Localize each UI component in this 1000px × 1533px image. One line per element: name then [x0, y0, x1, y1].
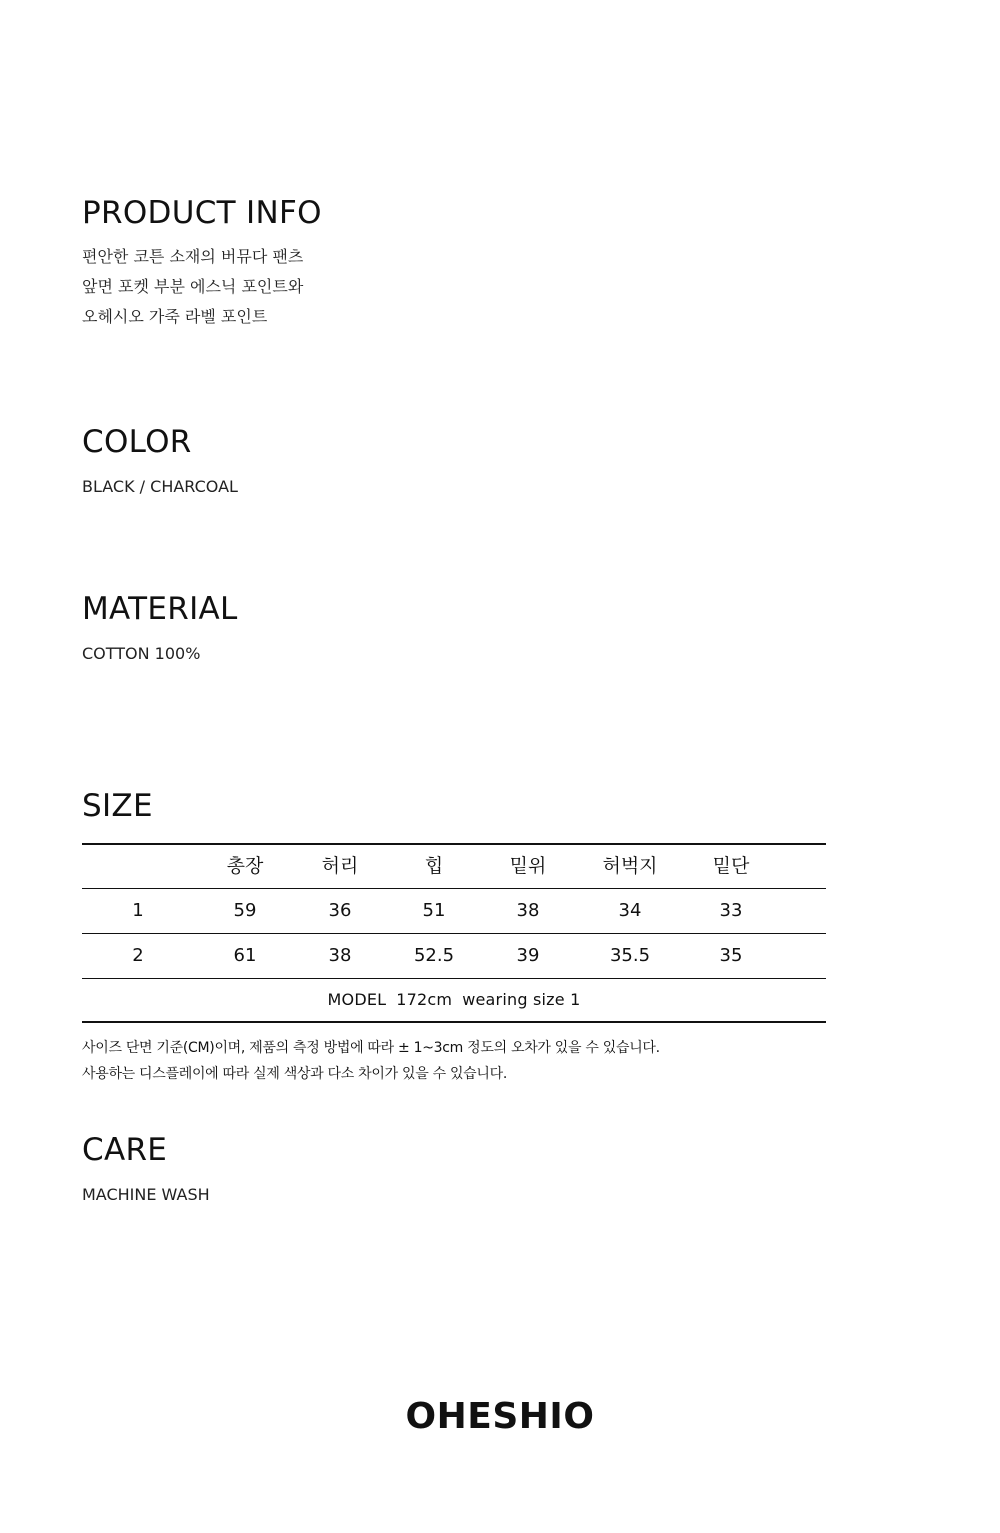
table-row: [82, 889, 826, 934]
model-wearing-size: wearing size 1: [462, 990, 581, 1009]
product-info-line: 편안한 코튼 소재의 버뮤다 팬츠: [82, 247, 304, 266]
model-label: MODEL: [327, 990, 387, 1009]
product-info-line: 오헤시오 가죽 라벨 포인트: [82, 307, 268, 326]
size-section: [82, 788, 153, 824]
size-table-header-row: [82, 845, 826, 889]
color-heading: COLOR: [82, 424, 192, 460]
size-label-cell: 2: [132, 945, 144, 966]
table-cell: 51: [422, 900, 446, 921]
table-cell: 59: [233, 900, 257, 921]
model-info: [82, 979, 826, 1021]
size-header-waist: 허리: [321, 855, 359, 877]
size-note: 사용하는 디스플레이에 따라 실제 색상과 다소 차이가 있을 수 있습니다.: [82, 1066, 507, 1082]
table-cell: 36: [328, 900, 352, 921]
table-cell: 61: [233, 945, 257, 966]
size-header-thigh: 허벅지: [602, 855, 658, 877]
table-cell: 38: [516, 900, 540, 921]
size-header-hip: 힙: [424, 855, 444, 877]
product-info-description: [82, 242, 322, 332]
table-cell: 39: [516, 945, 540, 966]
table-cell: 35: [719, 945, 743, 966]
care-section: [82, 1132, 210, 1210]
material-section: [82, 591, 238, 669]
model-height: 172cm: [396, 990, 453, 1009]
color-value: BLACK / CHARCOAL: [82, 477, 238, 496]
size-header-cell: [88, 845, 188, 888]
product-info-heading: PRODUCT INFO: [82, 195, 322, 231]
table-cell: 35.5: [609, 945, 651, 966]
material-value: COTTON 100%: [82, 644, 201, 663]
table-row: [82, 934, 826, 979]
size-label-cell: 1: [132, 900, 144, 921]
table-cell: 34: [618, 900, 642, 921]
brand-logo: OHESHIO: [405, 1396, 595, 1437]
size-header-hem: 밑단: [712, 855, 750, 877]
size-header-rise: 밑위: [509, 855, 547, 877]
model-info-row: [82, 979, 826, 1023]
care-heading: CARE: [82, 1132, 168, 1168]
product-info-line: 앞면 포켓 부분 에스닉 포인트와: [82, 277, 304, 296]
size-note: 사이즈 단면 기준(CM)이며, 제품의 측정 방법에 따라 ± 1~3cm 정도의 오차가 있을 수 있습니다.: [82, 1040, 660, 1056]
material-heading: MATERIAL: [82, 591, 238, 627]
care-value: MACHINE WASH: [82, 1185, 210, 1204]
table-cell: 33: [719, 900, 743, 921]
table-cell: 38: [328, 945, 352, 966]
size-notes: [82, 1035, 660, 1087]
size-heading: SIZE: [82, 788, 153, 824]
size-header-total-length: 총장: [226, 855, 264, 877]
size-table: [82, 843, 826, 1023]
table-cell: 52.5: [413, 945, 455, 966]
color-section: [82, 424, 238, 502]
product-info-section: [82, 195, 322, 332]
